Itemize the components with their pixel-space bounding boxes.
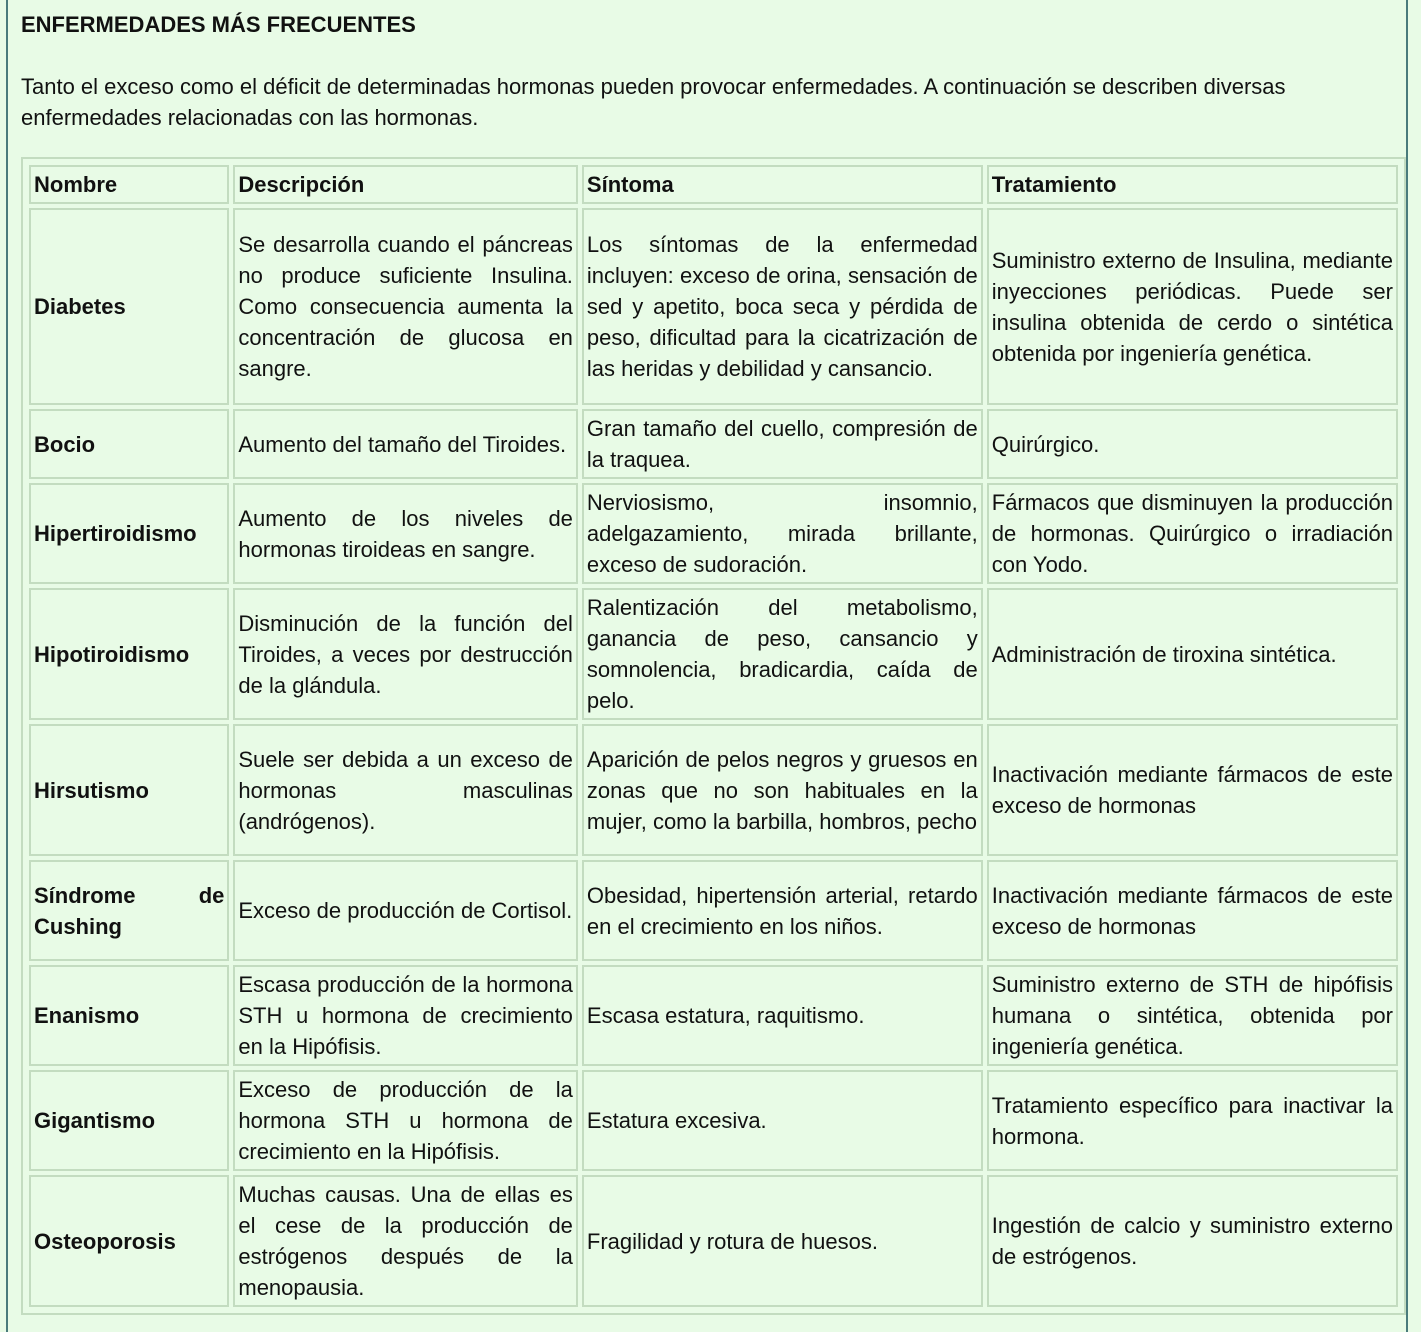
disease-symptom: Aparición de pelos negros y gruesos en zonas que no son habituales en la mujer, como la barbilla, hombros, pecho [582, 724, 983, 856]
disease-treatment: Administración de tiroxina sintética. [987, 588, 1398, 720]
disease-symptom: Estatura excesiva. [582, 1070, 983, 1171]
header-sintoma: Síntoma [582, 165, 983, 204]
disease-treatment: Inactivación mediante fármacos de este exceso de hormonas [987, 724, 1398, 856]
table-row [29, 208, 1398, 405]
disease-treatment: Suministro externo de Insulina, mediante inyecciones periódicas. Puede ser insulina obtenida de cerdo o sintética obtenida por ingeniería genética. [987, 208, 1398, 405]
disease-symptom: Escasa estatura, raquitismo. [582, 965, 983, 1066]
table-row [29, 724, 1398, 856]
disease-name: Hirsutismo [29, 724, 229, 856]
disease-name: Hipertiroidismo [29, 483, 229, 584]
disease-description: Aumento del tamaño del Tiroides. [233, 409, 578, 479]
disease-name: Hipotiroidismo [29, 588, 229, 720]
disease-description: Exceso de producción de la hormona STH u hormona de crecimiento en la Hipófisis. [233, 1070, 578, 1171]
content-panel [6, 0, 1408, 1332]
disease-description: Aumento de los niveles de hormonas tiroideas en sangre. [233, 483, 578, 584]
table-row [29, 965, 1398, 1066]
header-nombre: Nombre [29, 165, 229, 204]
disease-name: Bocio [29, 409, 229, 479]
disease-symptom: Ralentización del metabolismo, ganancia de peso, cansancio y somnolencia, bradicardia, caída de pelo. [582, 588, 983, 720]
intro-paragraph: Tanto el exceso como el déficit de determinadas hormonas pueden provocar enfermedades. A continuación se describen diversas enfermedades relacionadas con las hormonas. [21, 74, 1286, 130]
disease-name: Enanismo [29, 965, 229, 1066]
disease-name: Síndrome de Cushing [29, 860, 229, 961]
disease-description: Disminución de la función del Tiroides, a veces por destrucción de la glándula. [233, 588, 578, 720]
disease-symptom: Obesidad, hipertensión arterial, retardo en el crecimiento en los niños. [582, 860, 983, 961]
header-tratamiento: Tratamiento [987, 165, 1398, 204]
disease-description: Escasa producción de la hormona STH u hormona de crecimiento en la Hipófisis. [233, 965, 578, 1066]
disease-description: Se desarrolla cuando el páncreas no produce suficiente Insulina. Como consecuencia aumenta la concentración de glucosa en sangre. [233, 208, 578, 405]
disease-treatment: Inactivación mediante fármacos de este exceso de hormonas [987, 860, 1398, 961]
table-row [29, 483, 1398, 584]
disease-treatment: Fármacos que disminuyen la producción de hormonas. Quirúrgico o irradiación con Yodo. [987, 483, 1398, 584]
table-row [29, 409, 1398, 479]
disease-treatment: Suministro externo de STH de hipófisis humana o sintética, obtenida por ingeniería genética. [987, 965, 1398, 1066]
page-title: ENFERMEDADES MÁS FRECUENTES [21, 12, 416, 37]
disease-symptom: Gran tamaño del cuello, compresión de la traquea. [582, 409, 983, 479]
disease-treatment: Ingestión de calcio y suministro externo de estrógenos. [987, 1175, 1398, 1307]
disease-name: Gigantismo [29, 1070, 229, 1171]
disease-symptom: Los síntomas de la enfermedad incluyen: exceso de orina, sensación de sed y apetito, boca seca y pérdida de peso, dificultad para la cicatrización de las heridas y debilidad y cansancio. [582, 208, 983, 405]
table-row [29, 588, 1398, 720]
table-row [29, 1070, 1398, 1171]
table-row [29, 1175, 1398, 1307]
diseases-table [25, 161, 1402, 1311]
disease-symptom: Fragilidad y rotura de huesos. [582, 1175, 983, 1307]
table-header-row [29, 165, 1398, 204]
disease-name: Diabetes [29, 208, 229, 405]
header-descripcion: Descripción [233, 165, 578, 204]
disease-description: Suele ser debida a un exceso de hormonas masculinas (andrógenos). [233, 724, 578, 856]
disease-symptom: Nerviosismo, insomnio, adelgazamiento, mirada brillante, exceso de sudoración. [582, 483, 983, 584]
disease-treatment: Quirúrgico. [987, 409, 1398, 479]
disease-description: Exceso de producción de Cortisol. [233, 860, 578, 961]
disease-treatment: Tratamiento específico para inactivar la hormona. [987, 1070, 1398, 1171]
table-row [29, 860, 1398, 961]
diseases-table-frame [21, 157, 1406, 1315]
disease-name: Osteoporosis [29, 1175, 229, 1307]
disease-description: Muchas causas. Una de ellas es el cese de la producción de estrógenos después de la menopausia. [233, 1175, 578, 1307]
